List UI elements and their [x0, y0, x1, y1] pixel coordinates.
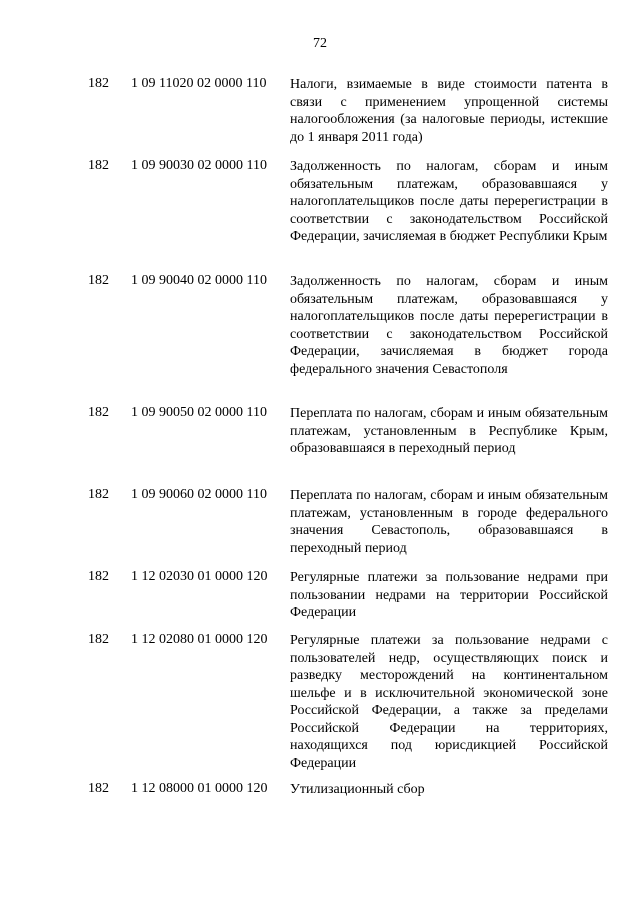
- revenue-description: Переплата по налогам, сборам и иным обязательным платежам, установленным в Республике Крым, образовавшаяся в переходный период: [290, 406, 608, 456]
- admin-code: 182: [88, 781, 109, 796]
- revenue-description: Регулярные платежи за пользование недрами с пользователей недр, осуществляющих поиск и разведку месторождений на континентальном шельфе и в исключительной экономической зоне Российской Федерации, а также за пределами Российской Федерации на территориях, находящихся под юрисдикцией Российской Федерации: [290, 633, 608, 771]
- budget-classification-code: 1 09 90060 02 0000 110: [131, 487, 267, 502]
- budget-classification-code: 1 09 90050 02 0000 110: [131, 405, 267, 420]
- admin-code: 182: [88, 76, 109, 91]
- admin-code: 182: [88, 632, 109, 647]
- revenue-description: Регулярные платежи за пользование недрами при пользовании недрами на территории Российской Федерации: [290, 570, 608, 620]
- budget-classification-code: 1 12 08000 01 0000 120: [131, 781, 268, 796]
- revenue-description: Утилизационный сбор: [290, 782, 425, 797]
- revenue-description: Задолженность по налогам, сборам и иным обязательным платежам, образовавшаяся у налогоплательщиков после даты перерегистрации в соответствии с законодательством Российской Федерации, зачисляемая в бюджет города федерального значения Севастополя: [290, 274, 608, 377]
- admin-code: 182: [88, 158, 109, 173]
- admin-code: 182: [88, 405, 109, 420]
- revenue-description: Налоги, взимаемые в виде стоимости патента в связи с применением упрощенной системы налогообложения (за налоговые периоды, истекшие до 1 января 2011 года): [290, 77, 608, 145]
- admin-code: 182: [88, 273, 109, 288]
- page-number: 72: [313, 36, 327, 51]
- budget-classification-code: 1 09 11020 02 0000 110: [131, 76, 267, 91]
- admin-code: 182: [88, 569, 109, 584]
- budget-classification-code: 1 12 02080 01 0000 120: [131, 632, 268, 647]
- budget-classification-code: 1 09 90030 02 0000 110: [131, 158, 267, 173]
- revenue-description: Переплата по налогам, сборам и иным обязательным платежам, установленным в городе федерального значения Севастополь, образовавшаяся в переходный период: [290, 488, 608, 556]
- budget-classification-code: 1 12 02030 01 0000 120: [131, 569, 268, 584]
- revenue-description: Задолженность по налогам, сборам и иным обязательным платежам, образовавшаяся у налогоплательщиков после даты перерегистрации в соответствии с законодательством Российской Федерации, зачисляемая в бюджет Республики Крым: [290, 159, 608, 244]
- admin-code: 182: [88, 487, 109, 502]
- budget-classification-code: 1 09 90040 02 0000 110: [131, 273, 267, 288]
